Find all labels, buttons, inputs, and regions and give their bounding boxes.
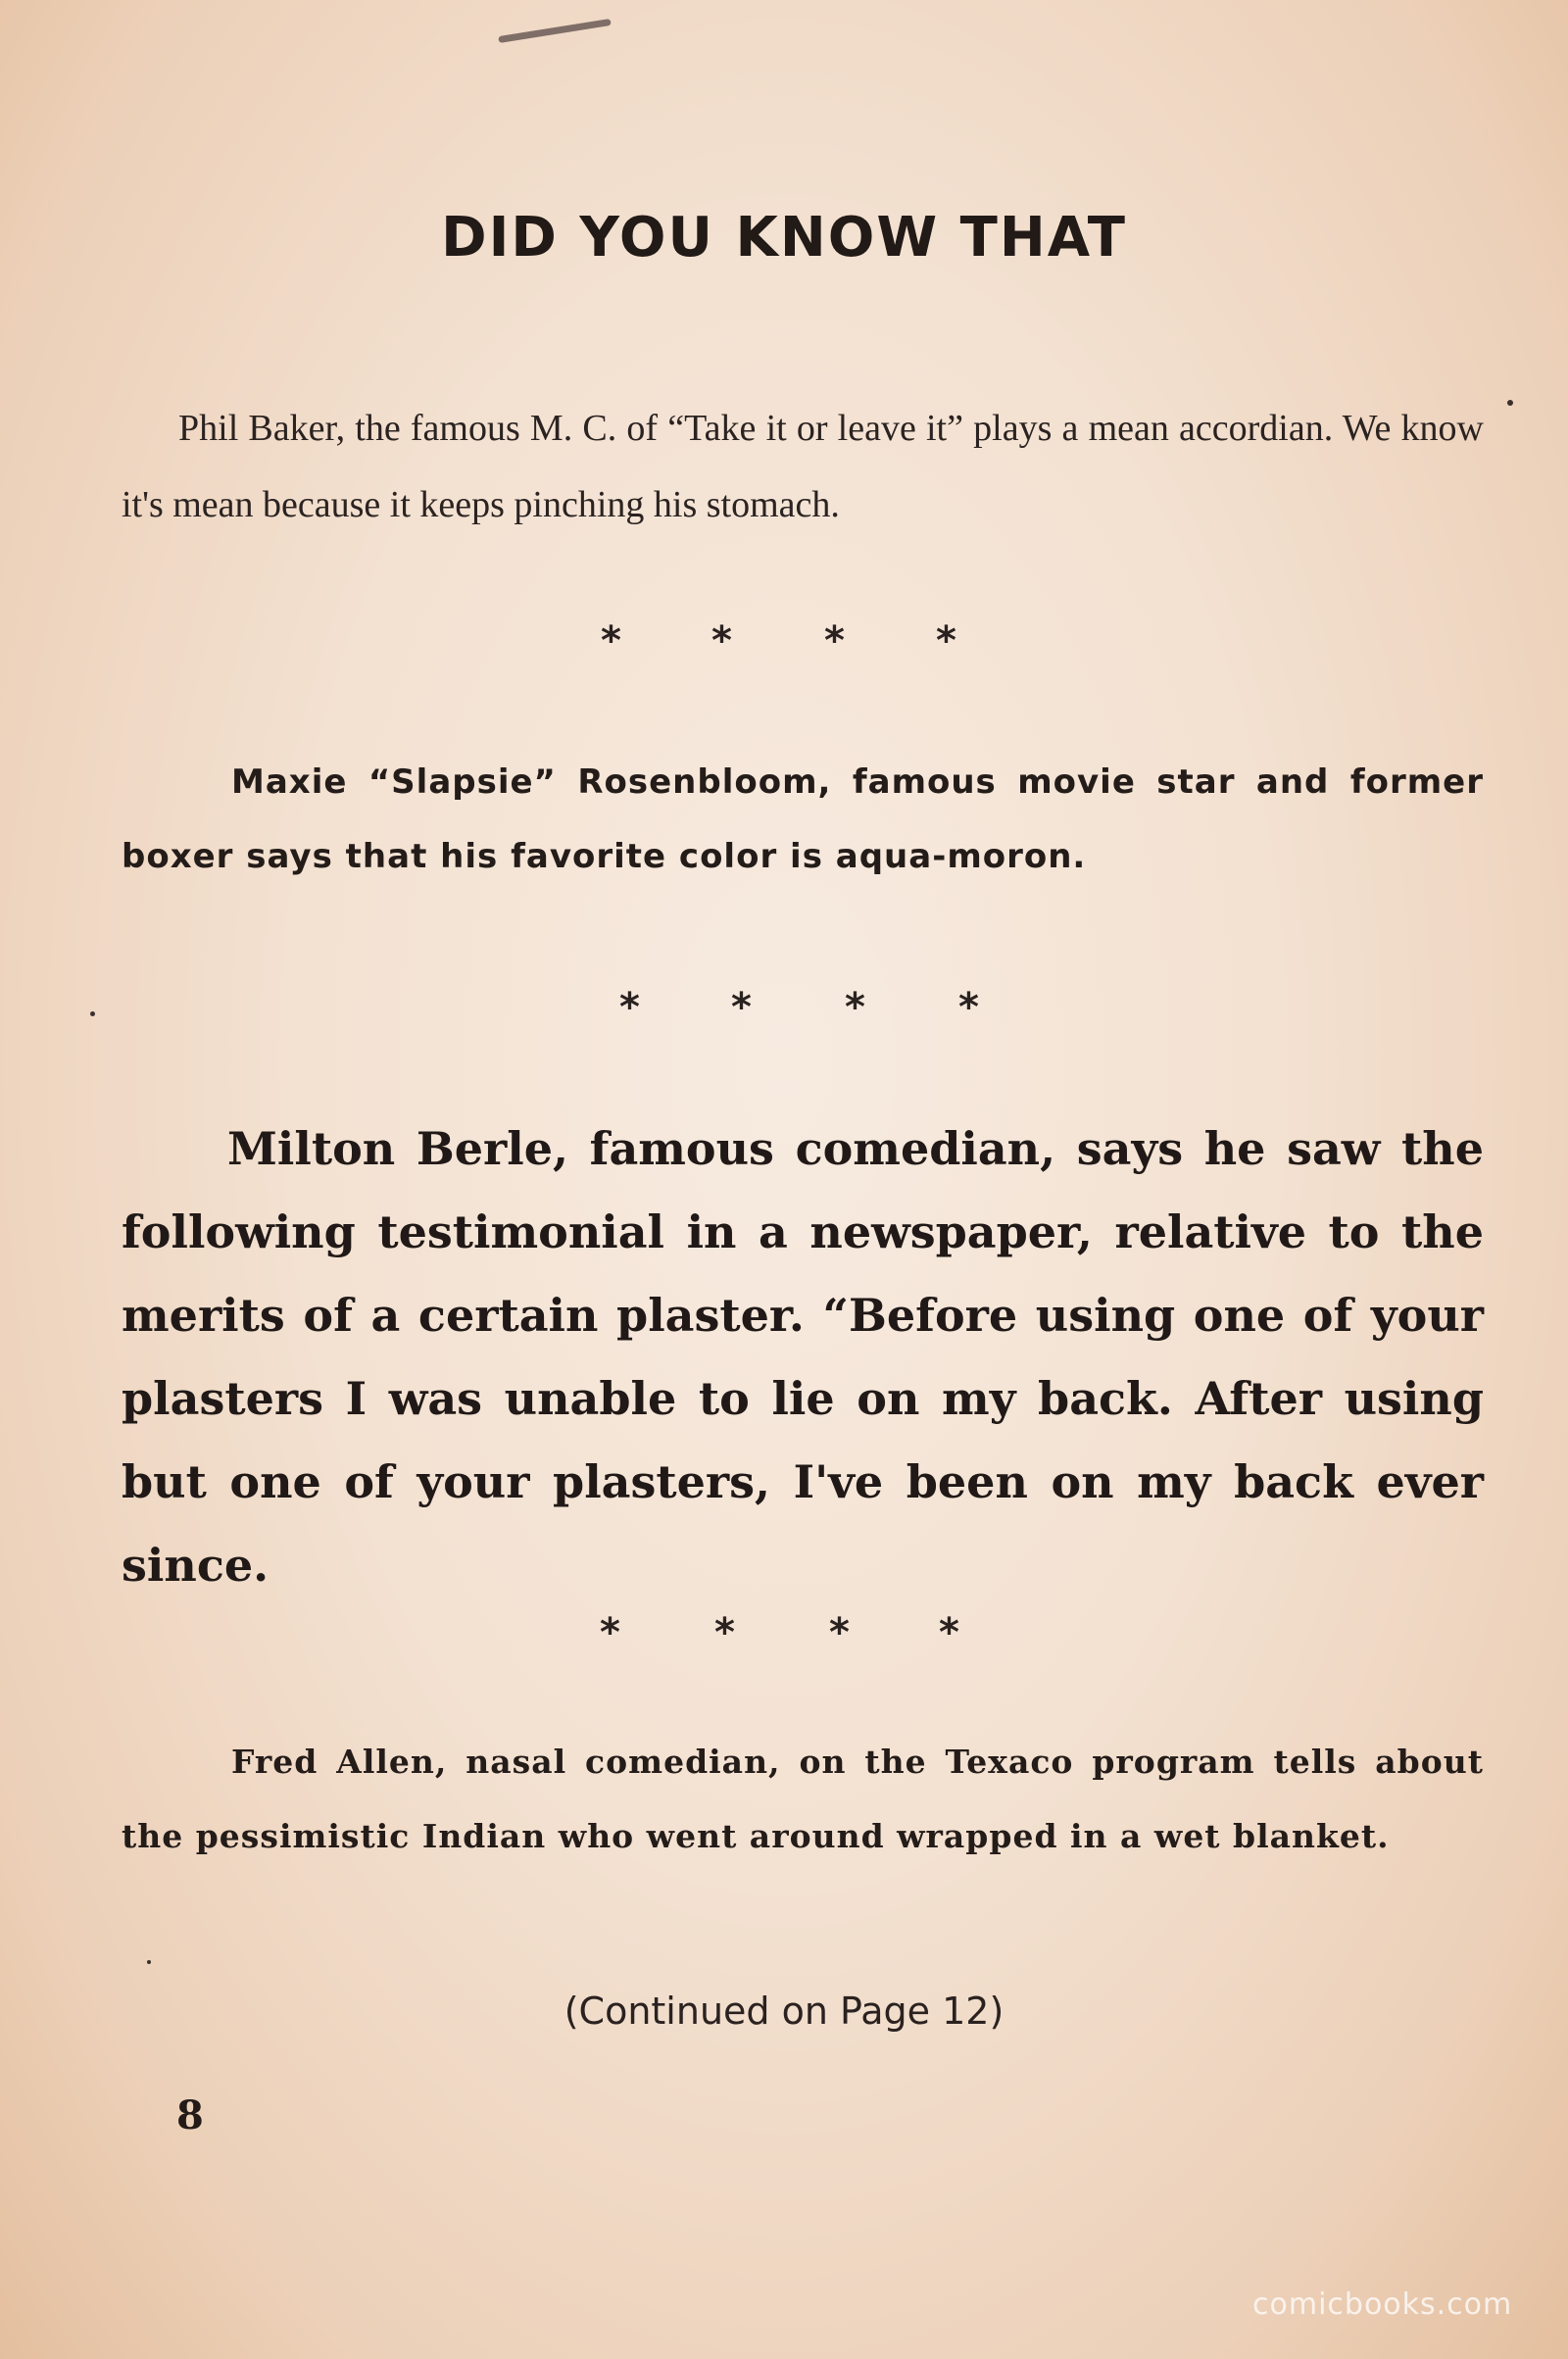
paragraph-maxie-rosenbloom: Maxie “Slapsie” Rosenbloom, famous movie star and former boxer says that his favorite color is aqua-moron. [122,762,1484,876]
separator-star: * [711,618,732,663]
paper-speck [147,1960,151,1964]
separator-star: * [600,1610,620,1655]
paragraph-phil-baker: Phil Baker, the famous M. C. of “Take it or leave it” plays a mean accordian. We know it's mean because it keeps pinching his stomach. [122,408,1484,525]
page-heading: DID YOU KNOW THAT [441,206,1127,270]
page-number: 8 [176,2092,204,2138]
paragraph-milton-berle: Milton Berle, famous comedian, says he saw the following testimonial in a newspaper, relative to the merits of a certain plaster. “Before using one of your plasters I was unable to lie on my back. After using but one of your plasters, I've been on my back ever since. [122,1122,1484,1592]
separator-star: * [731,985,752,1030]
continued-note: (Continued on Page 12) [564,1990,1004,2033]
separator-star: * [845,985,865,1030]
separator-stars [0,618,1568,663]
paragraph-fred-allen: Fred Allen, nasal comedian, on the Texaco program tells about the pessimistic Indian who went around wrapped in a wet blanket. [122,1743,1484,1855]
watermark: comicbooks.com [1252,2287,1513,2322]
separator-star: * [936,618,956,663]
separator-star: * [829,1610,850,1655]
paper-speck [90,1011,95,1016]
separator-star: * [714,1610,735,1655]
pen-mark [498,19,612,43]
separator-stars [0,985,1568,1030]
separator-star: * [958,985,979,1030]
paper-speck [1507,400,1513,406]
separator-star: * [824,618,845,663]
separator-star: * [601,618,621,663]
separator-star: * [939,1610,959,1655]
separator-star: * [619,985,640,1030]
separator-stars [0,1610,1568,1655]
